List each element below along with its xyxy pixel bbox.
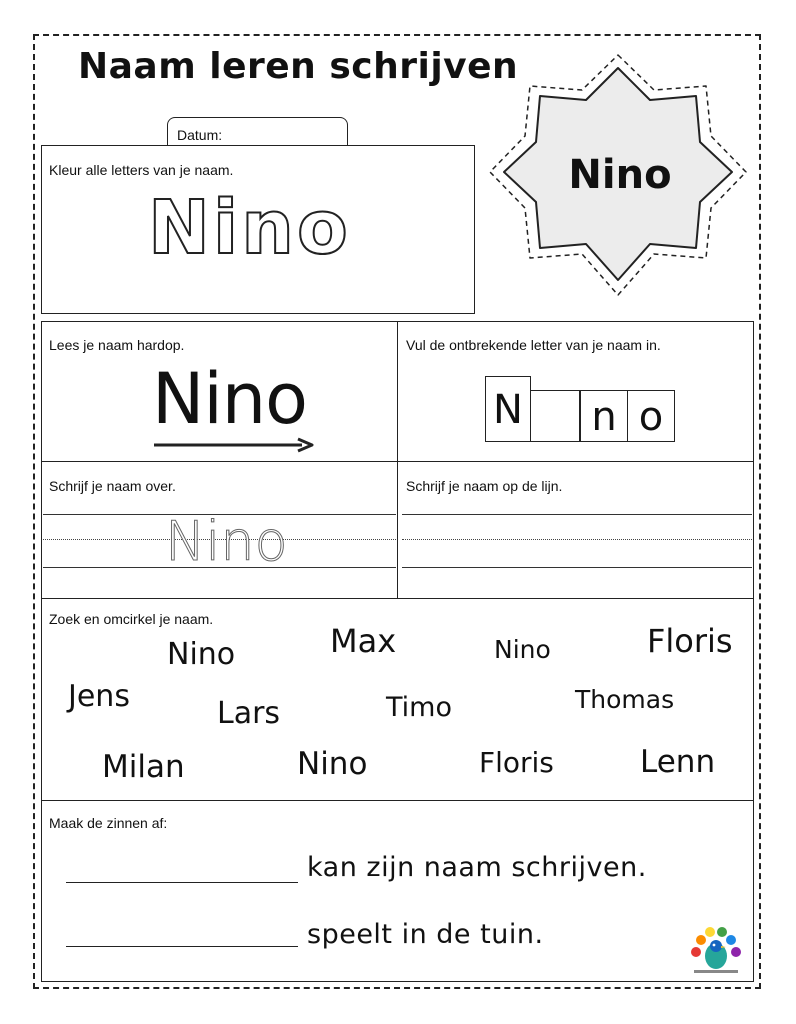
letter-cell-3: n [580,390,628,442]
peacock-logo-icon [686,924,746,976]
search-word[interactable]: Nino [297,746,368,782]
search-word[interactable]: Nino [167,637,236,672]
sentence-blank-2[interactable] [66,946,298,947]
line-instruction: Schrijf je naam op de lijn. [406,478,563,494]
sentence-1: kan zijn naam schrijven. [307,852,647,883]
badge-name: Nino [568,152,672,198]
search-word[interactable]: Jens [68,679,130,714]
date-label: Datum: [177,127,223,143]
sentence-2: speelt in de tuin. [307,919,544,950]
search-word[interactable]: Timo [386,692,452,723]
letter-cell-2[interactable] [530,390,580,442]
page-title: Naam leren schrijven [78,46,519,87]
search-instruction: Zoek en omcirkel je naam. [49,611,214,627]
search-word[interactable]: Thomas [575,685,675,714]
search-word[interactable]: Milan [102,749,185,785]
date-field[interactable] [236,124,340,146]
read-name: Nino [152,358,308,440]
search-word[interactable]: Max [330,622,397,660]
write-mid-line [402,539,752,540]
search-word[interactable]: Lenn [640,744,716,780]
trace-instruction: Schrijf je naam over. [49,478,176,494]
sentences-instruction: Maak de zinnen af: [49,815,168,831]
search-word[interactable]: Floris [479,746,554,779]
missing-instruction: Vul de ontbrekende letter van je naam in. [406,337,661,353]
read-instruction: Lees je naam hardop. [49,337,185,353]
search-word[interactable]: Nino [494,635,551,664]
letter-cell-1: N [485,376,531,442]
search-word[interactable]: Floris [647,622,733,660]
arrow-right-icon [152,436,314,454]
outline-name[interactable]: Nino [148,185,351,271]
color-instruction: Kleur alle letters van je naam. [49,162,234,178]
letter-cell-4: o [627,390,675,442]
trace-name[interactable]: Nino [165,510,288,573]
sentence-blank-1[interactable] [66,882,298,883]
search-word[interactable]: Lars [217,696,281,731]
write-top-line [402,514,752,515]
write-base-line[interactable] [402,567,752,568]
